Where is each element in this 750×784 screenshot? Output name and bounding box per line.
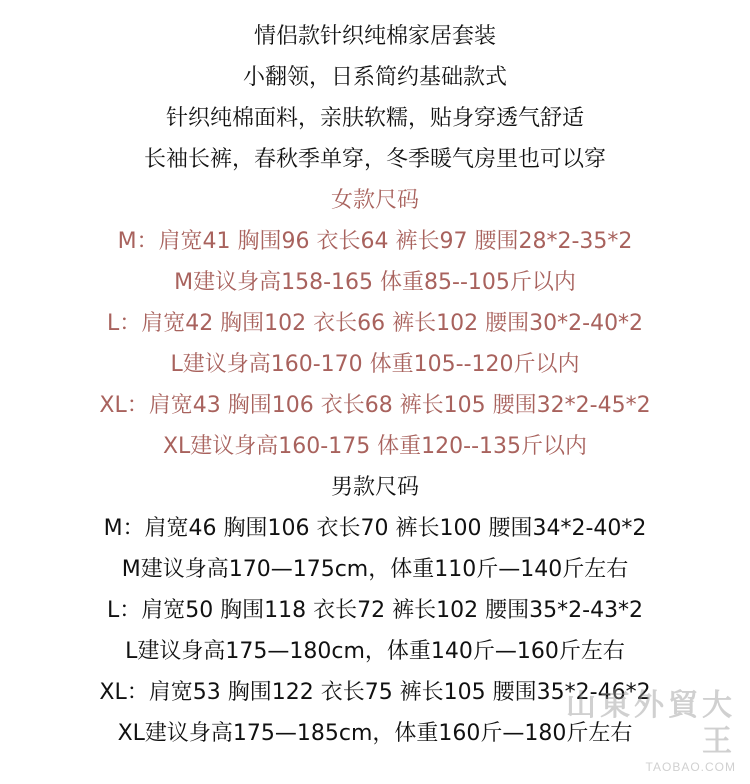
product-title: 情侣款针织纯棉家居套装 xyxy=(253,24,496,49)
men-size-xl-measurements: XL：肩宽53 胸围122 衣长75 裤长105 腰围35*2-46*2 xyxy=(99,680,651,705)
watermark-shop-name: 山東外貿大王 xyxy=(566,688,736,759)
collar-description: 小翻领，日系简约基础款式 xyxy=(242,65,507,90)
women-size-l-measurements: L：肩宽42 胸围102 衣长66 裤长102 腰围30*2-40*2 xyxy=(106,311,644,336)
men-size-l-recommendation: L建议身高175—180cm，体重140斤—160斤左右 xyxy=(125,639,625,664)
women-size-m-recommendation: M建议身高158-165 体重85--105斤以内 xyxy=(174,270,576,295)
men-size-heading: 男款尺码 xyxy=(330,475,419,500)
men-size-m-recommendation: M建议身高170—175cm，体重110斤—140斤左右 xyxy=(121,557,629,582)
women-size-m-measurements: M：肩宽41 胸围96 衣长64 裤长97 腰围28*2-35*2 xyxy=(117,229,633,254)
men-size-l-measurements: L：肩宽50 胸围118 衣长72 裤长102 腰围35*2-43*2 xyxy=(106,598,644,623)
season-description: 长袖长裤，春秋季单穿，冬季暖气房里也可以穿 xyxy=(143,147,606,172)
watermark-site: TAOBAO.COM xyxy=(645,760,736,774)
women-size-xl-measurements: XL：肩宽43 胸围106 衣长68 裤长105 腰围32*2-45*2 xyxy=(99,393,651,418)
women-size-l-recommendation: L建议身高160-170 体重105--120斤以内 xyxy=(170,352,580,377)
women-size-xl-recommendation: XL建议身高160-175 体重120--135斤以内 xyxy=(162,434,588,459)
men-size-xl-recommendation: XL建议身高175—185cm，体重160斤—180斤左右 xyxy=(117,721,633,746)
men-size-m-measurements: M：肩宽46 胸围106 衣长70 裤长100 腰围34*2-40*2 xyxy=(103,516,647,541)
size-chart-text xyxy=(0,16,750,754)
fabric-description: 针织纯棉面料，亲肤软糯，贴身穿透气舒适 xyxy=(165,106,584,131)
women-size-heading: 女款尺码 xyxy=(330,188,419,213)
